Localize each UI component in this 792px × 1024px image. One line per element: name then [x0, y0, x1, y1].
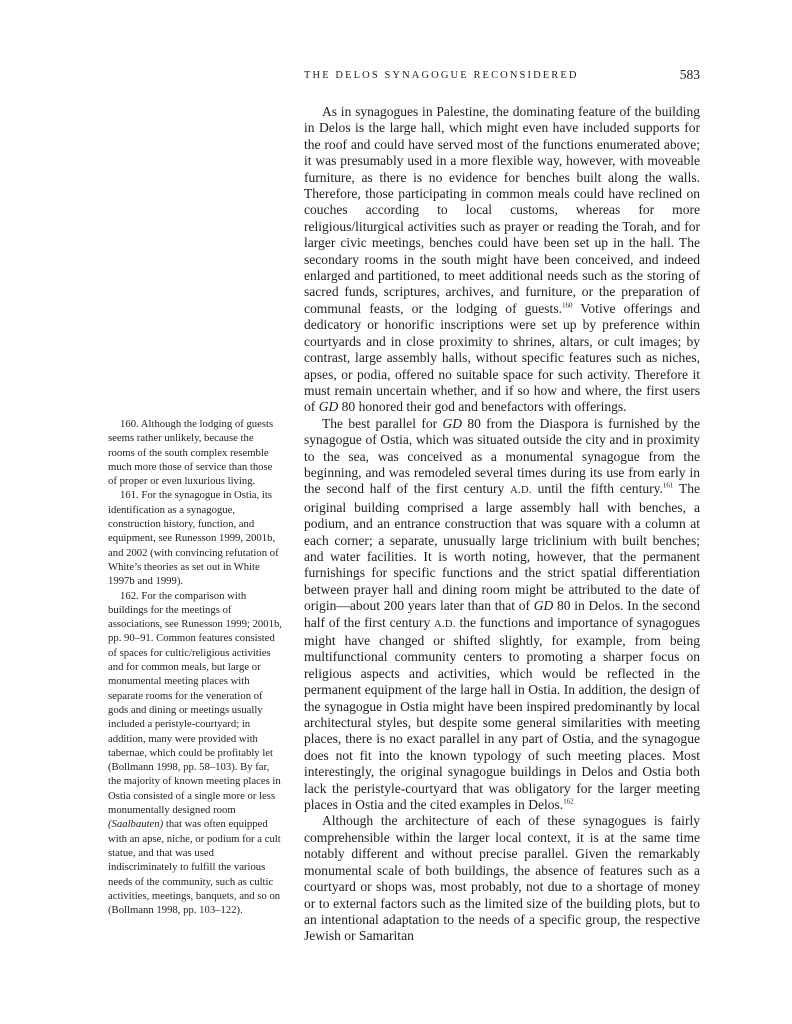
gd-abbrev: GD — [318, 399, 339, 415]
paragraph-2 — [304, 416, 700, 814]
page-number: 583 — [679, 67, 700, 82]
paragraph-1-text-c: 80 honored their god and benefactors with offerings. — [341, 399, 627, 415]
paragraph-1 — [304, 104, 700, 416]
footnote-161: 161. For the synagogue in Ostia, its identification as a synagogue, construction history, function, and equipment, see Runesson 1999, 2001b, and 2002 (with convincing refutation of White’s theories as set out in White 1997b and 1999). — [108, 489, 279, 588]
paragraph-1-text-b: Votive offerings and dedicatory or honorific inscriptions were set up by preference within courtyards and in close proximity to shrines, altars, or cult images; by contrast, large assembly halls, without specific features such as niches, apses, or podia, offered no suitable space for such activity. Therefore it must remain uncertain whether, and if so how and where, the first users of — [304, 300, 700, 415]
paragraph-3: Although the architecture of each of these synagogues is fairly comprehensible within the larger local context, it is at the same time notably different and without precise parallel. Given the remarkably monumental scale of both buildings, the absence of features such as a courtyard or shops was, most probably, not due to a shortage of money or to external factors such as the limited size of the building plots, but to an intentional adaptation to the needs of a specific group, the respective Jewish or Samaritan — [304, 813, 700, 944]
footnote-160: 160. Although the lodging of guests seems rather unlikely, because the rooms of the south complex resemble much more those of service than those of proper or even luxurious living. — [108, 418, 274, 488]
footnote-ref-160[interactable]: 160 — [561, 301, 573, 310]
footnote-ref-161[interactable]: 161 — [662, 481, 674, 490]
main-text-column — [304, 104, 700, 945]
era-abbrev: A.D. — [510, 485, 532, 497]
paragraph-2-a: The best parallel for — [322, 415, 438, 431]
footnote-162 — [108, 589, 282, 918]
footnote-162-term: (Saalbauten) — [108, 818, 164, 831]
paragraph-2-c: until the fifth century. — [537, 481, 663, 497]
paragraph-2-b: 80 from the Diaspora is furnished by the synagogue of Ostia, which was situated outside the city and in proximity to the sea, was conceived as a monumental synagogue from the beginning, and was remodeled several times during its use from early in the second half of the first century — [304, 415, 700, 497]
paragraph-2-d: The original building comprised a large assembly hall with benches, a podium, and an entrance construction that was square with a column at each corner; a separate, unusually large triclinium with built benches; and water facilities. It is worth noting, however, that the permanent furnishings for specific functions and the strict spatial differentiation between prayer hall and dining room might be attributed to the date of origin—about 200 years later than that of — [304, 481, 701, 614]
paragraph-1-text: As in synagogues in Palestine, the dominating feature of the building in Delos is the large hall, which might even have included supports for the roof and could have served most of the functions enumerated above; it was presumably used in a more flexible way, however, with moveable furniture, as there is no evidence for benches built along the walls. Therefore, those participating in common meals could have reclined on couches according to local customs, whereas for more religious/liturgical activities such as prayer or reading the Torah, and for larger civic meetings, benches could have been set up in the hall. The secondary rooms in the south might have been conceived, and indeed enlarged and partitioned, to meet additional needs such as the storing of sacred funds, scriptures, archives, and furniture, or the preparation of communal feasts, or the lodging of guests. — [304, 104, 700, 316]
era-abbrev: A.D. — [433, 618, 456, 630]
footnote-162-a: 162. For the comparison with buildings for the meetings of associations, see Runesson 1999; 2001b, pp. 90–91. Common features consisted of spaces for cultic/religious activities and for common meals, but large or monumental meeting places with separate rooms for the veneration of gods and dining or meetings usually included a peristyle-courtyard; in addition, many were provided with tabernae, which could be profitably let (Bollmann 1998, pp. 58–103). By far, the majority of known meeting places in Ostia consisted of a single more or less monumentally designed room — [108, 589, 282, 817]
paragraph-2-e: 80 in Delos. In the second half of the first century — [304, 598, 701, 630]
running-header — [304, 66, 700, 86]
gd-abbrev: GD — [533, 598, 554, 614]
running-title: THE DELOS SYNAGOGUE RECONSIDERED — [304, 70, 579, 81]
footnote-162-b: that was often equipped with an apse, niche, or podium for a cult statue, and that was used indiscriminately to fulfill the various needs of the community, such as cultic activities, meetings, banquets, and so on (Bollmann 1998, pp. 103–122). — [108, 818, 281, 917]
paragraph-2-f: the functions and importance of synagogues might have changed or shifted slightly, for example, from being multifunctional community centers to promoting a sharper focus on religious aspects and activities, which would be reflected in the permanent equipment of the large hall in Ostia. In addition, the design of the synagogue in Ostia might have been inspired predominantly by local architectural styles, but despite some general similarities with meeting places, there is no exact parallel in any part of Ostia, and the synagogue does not fit into the known typology of such meeting places. Most interestingly, the original synagogue buildings in Delos and Ostia both lack the peristyle-courtyard that was obligatory for the larger meeting places in Ostia and the cited examples in Delos. — [304, 614, 701, 813]
gd-abbrev: GD — [442, 415, 463, 431]
footnote-ref-162[interactable]: 162 — [563, 797, 574, 806]
footnotes-column — [108, 417, 282, 917]
